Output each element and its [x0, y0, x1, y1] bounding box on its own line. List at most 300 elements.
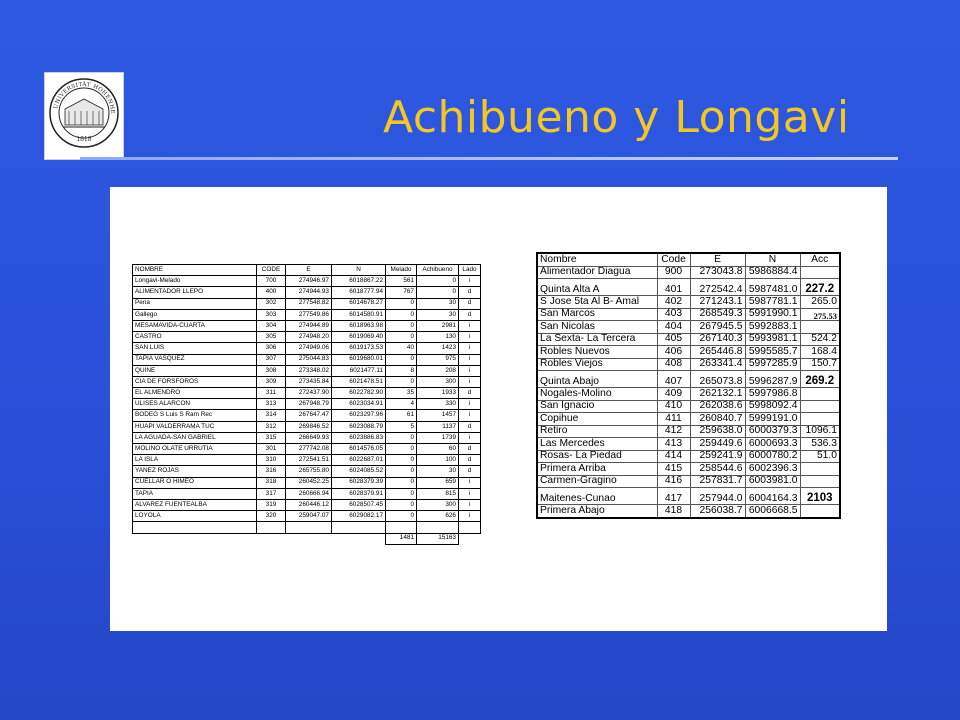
table-cell: 313: [257, 399, 286, 410]
table-cell: [257, 533, 286, 544]
table-cell: 413: [657, 438, 690, 451]
table-cell: 274944.93: [286, 287, 332, 298]
table-row: [133, 365, 481, 376]
table-cell: 6019680.01: [332, 354, 386, 365]
table-cell: 267140.3: [690, 333, 745, 346]
table-cell: 317: [257, 488, 286, 499]
table-cell: 6023297.96: [332, 410, 386, 421]
table-cell: 4: [386, 399, 417, 410]
table-cell: 260446.12: [286, 499, 332, 510]
table-cell: 0: [386, 298, 417, 309]
table-cell: [417, 522, 459, 533]
table-cell: 6023034.91: [332, 399, 386, 410]
table-cell: i: [459, 376, 481, 387]
table-cell: 6014580.91: [332, 309, 386, 320]
table-cell: [286, 533, 332, 544]
content-panel: [110, 187, 887, 631]
table-cell: 309: [257, 376, 286, 387]
acc-cell: 51.0: [800, 450, 840, 463]
table-cell: 316: [257, 466, 286, 477]
acc-cell: [800, 388, 840, 401]
table-cell: 268549.3: [690, 308, 745, 321]
table-cell: 0: [386, 488, 417, 499]
table-cell: 0: [386, 354, 417, 365]
table-cell: 5993981.1: [745, 333, 800, 346]
table-cell: 274946.97: [286, 276, 332, 287]
table-cell: i: [459, 410, 481, 421]
table-cell: i: [459, 399, 481, 410]
table-cell: [133, 533, 257, 544]
column-header: Nombre: [537, 253, 657, 266]
table-cell: 30: [417, 298, 459, 309]
column-header: Lado: [459, 265, 481, 276]
table-cell: 265755.80: [286, 466, 332, 477]
table-cell: d: [459, 455, 481, 466]
table-cell: 405: [657, 333, 690, 346]
column-header: E: [690, 253, 745, 266]
table-cell: 262132.1: [690, 388, 745, 401]
slide-title: Achibueno y Longavi: [383, 92, 850, 143]
table-cell: 259449.6: [690, 438, 745, 451]
table-cell: 262038.6: [690, 400, 745, 413]
acc-cell: 524.2: [800, 333, 840, 346]
table-cell: 330: [417, 399, 459, 410]
table-cell: LA AGUADA-SAN GABRIEL: [133, 432, 257, 443]
table-cell: 659: [417, 477, 459, 488]
table-cell: CUELLAR O HIMEO: [133, 477, 257, 488]
table-cell: 0: [386, 477, 417, 488]
table-row: [537, 425, 840, 438]
table-cell: 414: [657, 450, 690, 463]
table-cell: SAN LUIS: [133, 343, 257, 354]
table-cell: 310: [257, 455, 286, 466]
acc-cell: 1096.1: [800, 425, 840, 438]
table-row: [133, 376, 481, 387]
table-cell: 406: [657, 346, 690, 359]
table-cell: 700: [257, 276, 286, 287]
table-cell: 260666.94: [286, 488, 332, 499]
table-cell: 5997986.8: [745, 388, 800, 401]
table-cell: 272437.90: [286, 388, 332, 399]
table-cell: 6000693.3: [745, 438, 800, 451]
table-cell: LOYOLA: [133, 511, 257, 522]
table-cell: 1739: [417, 432, 459, 443]
table-cell: 273435.84: [286, 376, 332, 387]
table-cell: EL ALMENDRO: [133, 388, 257, 399]
table-cell: 6018963.98: [332, 320, 386, 331]
table-cell: 409: [657, 388, 690, 401]
table-cell: 100: [417, 455, 459, 466]
table-cell: [459, 522, 481, 533]
table-row: [133, 432, 481, 443]
table-cell: 415: [657, 463, 690, 476]
table-cell: 6014678.27: [332, 298, 386, 309]
table-cell: Las Mercedes: [537, 438, 657, 451]
table-cell: 320: [257, 511, 286, 522]
table-row: [133, 499, 481, 510]
table-cell: 0: [386, 432, 417, 443]
table-cell: Alimentador Diagua: [537, 266, 657, 279]
table-cell: i: [459, 276, 481, 287]
table-cell: QUINE: [133, 365, 257, 376]
table-cell: CASTRO: [133, 332, 257, 343]
table-cell: 303: [257, 309, 286, 320]
table-cell: 411: [657, 413, 690, 426]
table-cell: 0: [386, 376, 417, 387]
table-cell: 273348.02: [286, 365, 332, 376]
table-cell: 259241.9: [690, 450, 745, 463]
table-cell: 6022782.90: [332, 388, 386, 399]
table-cell: 626: [417, 511, 459, 522]
table-cell: 5998092.4: [745, 400, 800, 413]
table-cell: [133, 522, 257, 533]
table-cell: 300: [417, 499, 459, 510]
table-cell: 257944.0: [690, 488, 745, 505]
table-cell: 257831.7: [690, 475, 745, 488]
acc-cell: [800, 505, 840, 518]
table-row: [537, 296, 840, 309]
table-cell: d: [459, 421, 481, 432]
table-cell: 1933: [417, 388, 459, 399]
table-cell: 0: [386, 466, 417, 477]
achibueno-total: 15163: [417, 533, 459, 544]
table-cell: 6029082.17: [332, 511, 386, 522]
table-cell: Maitenes-Cunao: [537, 488, 657, 505]
table-cell: 263341.4: [690, 358, 745, 371]
university-seal-icon: [45, 73, 123, 159]
column-header: Acc: [800, 253, 840, 266]
table-cell: 416: [657, 475, 690, 488]
table-cell: 5986884.4: [745, 266, 800, 279]
table-row: [133, 320, 481, 331]
column-header: Code: [657, 253, 690, 266]
table-cell: ALIMENTADOR LLEPO: [133, 287, 257, 298]
table-cell: Quinta Alta A: [537, 279, 657, 296]
table-cell: 0: [417, 276, 459, 287]
table-cell: 402: [657, 296, 690, 309]
table-cell: 307: [257, 354, 286, 365]
table-cell: d: [459, 298, 481, 309]
table-cell: i: [459, 499, 481, 510]
table-cell: 0: [386, 309, 417, 320]
acc-cell: 269.2: [800, 371, 840, 388]
svg-text:1818: 1818: [76, 136, 92, 143]
left-table-header: [133, 265, 481, 276]
table-cell: San Marcos: [537, 308, 657, 321]
table-cell: TAPIA VASQUEZ: [133, 354, 257, 365]
table-cell: [386, 522, 417, 533]
table-cell: 6003981.0: [745, 475, 800, 488]
table-row: [133, 354, 481, 365]
table-cell: i: [459, 343, 481, 354]
melado-total: 1481: [386, 533, 417, 544]
table-cell: 6018867.22: [332, 276, 386, 287]
table-row: [537, 346, 840, 359]
table-cell: CIA DE FORSFOROS: [133, 376, 257, 387]
table-cell: 304: [257, 320, 286, 331]
table-cell: 266649.93: [286, 432, 332, 443]
table-cell: 6018777.94: [332, 287, 386, 298]
table-row: [537, 400, 840, 413]
table-row: [537, 279, 840, 296]
table-cell: MESAMAVIDA-CUARTA: [133, 320, 257, 331]
table-cell: 315: [257, 432, 286, 443]
table-row: [537, 321, 840, 334]
table-cell: 272541.51: [286, 455, 332, 466]
table-cell: 407: [657, 371, 690, 388]
table-row: [537, 308, 840, 321]
table-cell: 30: [417, 309, 459, 320]
table-cell: 312: [257, 421, 286, 432]
table-cell: 40: [386, 343, 417, 354]
table-cell: 6022687.01: [332, 455, 386, 466]
table-cell: MOLINO OLATE URRUTIA: [133, 444, 257, 455]
table-cell: San Nicolas: [537, 321, 657, 334]
table-cell: 259638.0: [690, 425, 745, 438]
column-header: Melado: [386, 265, 417, 276]
table-cell: d: [459, 388, 481, 399]
table-row: [133, 410, 481, 421]
table-cell: 408: [657, 358, 690, 371]
acc-cell: 150.7: [800, 358, 840, 371]
table-cell: 269846.52: [286, 421, 332, 432]
table-cell: 418: [657, 505, 690, 518]
table-cell: 403: [657, 308, 690, 321]
table-cell: Robles Nuevos: [537, 346, 657, 359]
acc-cell: [800, 400, 840, 413]
table-row: [133, 477, 481, 488]
table-cell: 30: [417, 466, 459, 477]
table-cell: 0: [386, 320, 417, 331]
table-cell: d: [459, 287, 481, 298]
left-table: [132, 264, 481, 545]
table-row: [537, 333, 840, 346]
table-cell: [286, 522, 332, 533]
table-row: [133, 399, 481, 410]
table-cell: Primera Abajo: [537, 505, 657, 518]
totals-row: [133, 533, 481, 544]
svg-text:UNIVERSITÄT HOHENHEIM: UNIVERSITÄT HOHENHE: [53, 81, 116, 115]
table-cell: 400: [257, 287, 286, 298]
acc-cell: [800, 321, 840, 334]
table-row: [133, 332, 481, 343]
table-cell: 5: [386, 421, 417, 432]
table-cell: ALVAREZ FUENTEALBA: [133, 499, 257, 510]
table-row: [537, 463, 840, 476]
table-row: [133, 421, 481, 432]
column-header: CODE: [257, 265, 286, 276]
title-divider: [80, 157, 898, 160]
table-cell: 305: [257, 332, 286, 343]
table-row: [537, 438, 840, 451]
table-cell: i: [459, 332, 481, 343]
table-cell: 0: [386, 455, 417, 466]
table-row-empty: [133, 522, 481, 533]
right-table: [536, 252, 841, 519]
column-header: N: [332, 265, 386, 276]
table-cell: 900: [657, 266, 690, 279]
table-cell: 271243.1: [690, 296, 745, 309]
table-row: [537, 413, 840, 426]
table-cell: 6028507.45: [332, 499, 386, 510]
table-cell: 301: [257, 444, 286, 455]
table-cell: 277548.82: [286, 298, 332, 309]
table-cell: 412: [657, 425, 690, 438]
table-cell: 6028379.39: [332, 477, 386, 488]
table-row: [537, 475, 840, 488]
table-cell: BODEG S Luis S Ram Rec: [133, 410, 257, 421]
acc-cell: 536.3: [800, 438, 840, 451]
table-row: [537, 388, 840, 401]
table-cell: 130: [417, 332, 459, 343]
table-cell: 5999191.0: [745, 413, 800, 426]
acc-cell: 227.2: [800, 279, 840, 296]
table-cell: 302: [257, 298, 286, 309]
acc-cell: [800, 413, 840, 426]
table-row: [133, 455, 481, 466]
table-cell: 258544.6: [690, 463, 745, 476]
table-cell: 275044.83: [286, 354, 332, 365]
table-cell: d: [459, 309, 481, 320]
table-cell: Robles Viejos: [537, 358, 657, 371]
table-cell: 277549.86: [286, 309, 332, 320]
table-cell: 0: [386, 332, 417, 343]
table-row: [133, 343, 481, 354]
table-cell: 6000379.3: [745, 425, 800, 438]
table-cell: 272542.4: [690, 279, 745, 296]
table-cell: 314: [257, 410, 286, 421]
table-cell: 1137: [417, 421, 459, 432]
table-cell: 6021478.51: [332, 376, 386, 387]
table-cell: 5997285.9: [745, 358, 800, 371]
table-cell: 306: [257, 343, 286, 354]
table-cell: 208: [417, 365, 459, 376]
table-cell: 274944.89: [286, 320, 332, 331]
table-cell: 267948.79: [286, 399, 332, 410]
table-cell: Longavi-Melado: [133, 276, 257, 287]
table-cell: 60: [417, 444, 459, 455]
table-cell: 259047.07: [286, 511, 332, 522]
table-cell: Gallego: [133, 309, 257, 320]
table-row: [133, 309, 481, 320]
table-cell: La Sexta- La Tercera: [537, 333, 657, 346]
table-cell: 561: [386, 276, 417, 287]
column-header: Achibueno: [417, 265, 459, 276]
table-row: [133, 388, 481, 399]
table-cell: 265446.8: [690, 346, 745, 359]
table-cell: [459, 533, 481, 544]
table-cell: 5992883.1: [745, 321, 800, 334]
acc-cell: [800, 266, 840, 279]
acc-cell: 2103: [800, 488, 840, 505]
table-cell: Rosas- La Piedad: [537, 450, 657, 463]
acc-cell: [800, 475, 840, 488]
column-header: E: [286, 265, 332, 276]
table-cell: i: [459, 365, 481, 376]
table-cell: 5995585.7: [745, 346, 800, 359]
acc-cell: [800, 463, 840, 476]
table-cell: [332, 533, 386, 544]
table-cell: 6002396.3: [745, 463, 800, 476]
table-cell: Copihue: [537, 413, 657, 426]
table-cell: 0: [386, 499, 417, 510]
table-cell: 5987481.0: [745, 279, 800, 296]
table-cell: 35: [386, 388, 417, 399]
table-cell: HUAPI VALDERRAMA TUC: [133, 421, 257, 432]
table-cell: 0: [386, 511, 417, 522]
table-cell: i: [459, 354, 481, 365]
table-cell: 6004164.3: [745, 488, 800, 505]
table-cell: 260452.25: [286, 477, 332, 488]
table-cell: Pena: [133, 298, 257, 309]
table-cell: 277742.08: [286, 444, 332, 455]
table-cell: d: [459, 444, 481, 455]
table-cell: 2981: [417, 320, 459, 331]
table-row: [133, 276, 481, 287]
table-cell: i: [459, 320, 481, 331]
table-cell: 61: [386, 410, 417, 421]
table-row: [537, 450, 840, 463]
table-cell: 6023886.83: [332, 432, 386, 443]
table-cell: S Jose 5ta Al B- Amal: [537, 296, 657, 309]
table-cell: 815: [417, 488, 459, 499]
table-cell: i: [459, 477, 481, 488]
table-cell: i: [459, 511, 481, 522]
table-cell: 5996287.9: [745, 371, 800, 388]
acc-cell: 275.53: [800, 308, 840, 321]
table-cell: 6028379.91: [332, 488, 386, 499]
column-header: NOMBRE: [133, 265, 257, 276]
table-row: [537, 505, 840, 518]
right-table-header: [537, 253, 840, 266]
table-cell: 1457: [417, 410, 459, 421]
table-cell: 273043.8: [690, 266, 745, 279]
table-cell: 8: [386, 365, 417, 376]
table-row: [537, 358, 840, 371]
table-cell: Carmen-Gragino: [537, 475, 657, 488]
table-cell: 6014576.05: [332, 444, 386, 455]
table-cell: i: [459, 488, 481, 499]
table-cell: d: [459, 466, 481, 477]
table-cell: 265073.8: [690, 371, 745, 388]
table-row: [537, 488, 840, 505]
table-cell: 6023088.79: [332, 421, 386, 432]
table-cell: 0: [386, 444, 417, 455]
table-cell: 6006668.5: [745, 505, 800, 518]
table-cell: i: [459, 432, 481, 443]
table-cell: 5987781.1: [745, 296, 800, 309]
table-cell: 417: [657, 488, 690, 505]
table-cell: 6019173.53: [332, 343, 386, 354]
table-cell: [332, 522, 386, 533]
table-cell: 410: [657, 400, 690, 413]
table-cell: 767: [386, 287, 417, 298]
column-header: N: [745, 253, 800, 266]
acc-cell: 168.4: [800, 346, 840, 359]
table-cell: Retiro: [537, 425, 657, 438]
table-row: [133, 298, 481, 309]
table-row: [537, 371, 840, 388]
table-cell: Nogales-Molino: [537, 388, 657, 401]
table-cell: 6021477.11: [332, 365, 386, 376]
acc-cell: 265.0: [800, 296, 840, 309]
table-cell: 6019069.40: [332, 332, 386, 343]
table-cell: 311: [257, 388, 286, 399]
table-cell: 274948.20: [286, 332, 332, 343]
table-cell: 404: [657, 321, 690, 334]
table-cell: 319: [257, 499, 286, 510]
table-cell: YANEZ ROJAS: [133, 466, 257, 477]
